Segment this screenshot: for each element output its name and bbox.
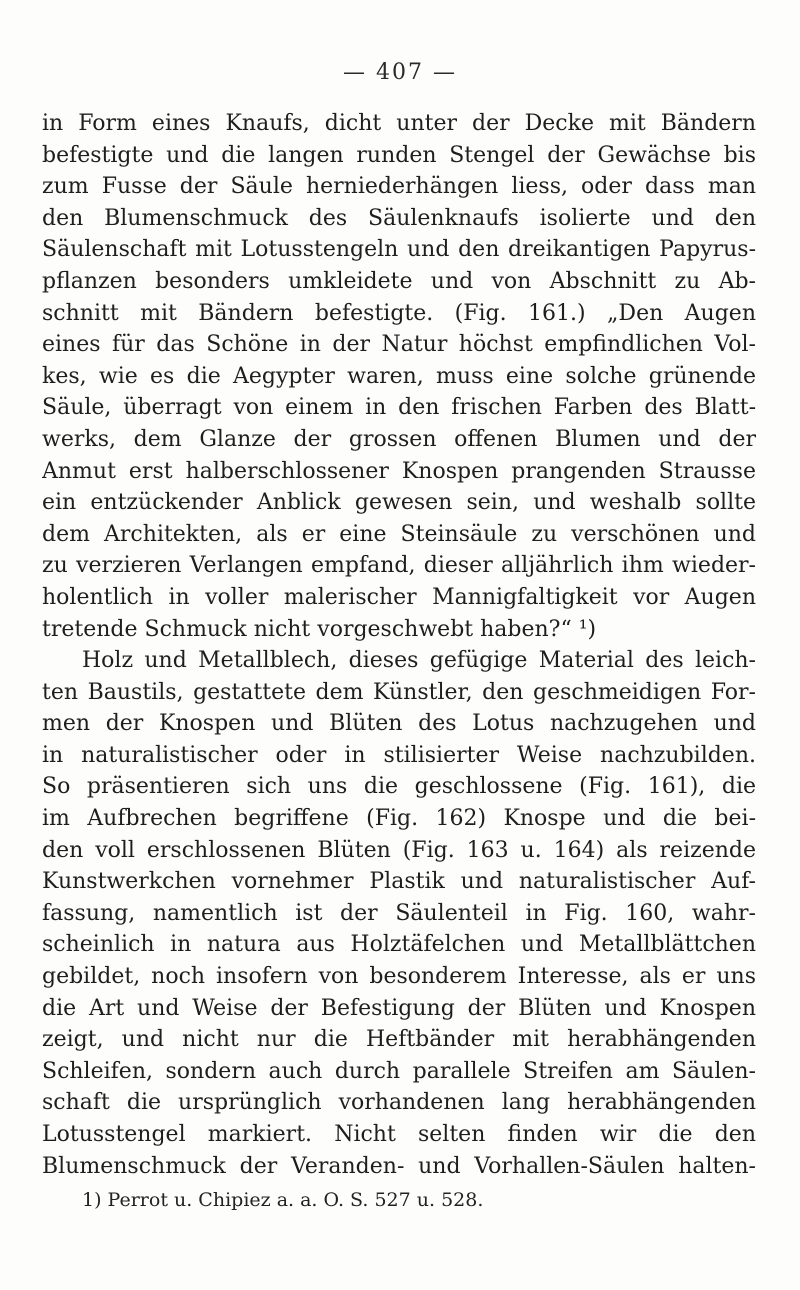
text-line: den voll erschlossenen Blüten (Fig. 163 u. 164) als reizende: [42, 837, 756, 863]
text-line: die Art und Weise der Befestigung der Blüten und Knospen: [42, 995, 756, 1021]
text-line: zu verzieren Verlangen empfand, dieser alljährlich ihm wieder-: [42, 553, 756, 579]
text-line: holentlich in voller malerischer Mannigfaltigkeit vor Augen: [42, 584, 756, 610]
text-line: pflanzen besonders umkleidete und von Abschnitt zu Ab-: [42, 268, 756, 294]
text-line: Blumenschmuck der Veranden- und Vorhallen-Säulen halten-: [42, 1153, 756, 1179]
text-line: men der Knospen und Blüten des Lotus nachzugehen und: [42, 711, 756, 737]
text-line: in naturalistischer oder in stilisierter Weise nachzubilden.: [42, 742, 756, 768]
text-line: scheinlich in natura aus Holztäfelchen und Metallblättchen: [42, 932, 756, 958]
text-line: Kunstwerkchen vornehmer Plastik und naturalistischer Auf-: [42, 869, 756, 895]
text-line: Säule, überragt von einem in den frischen Farben des Blatt-: [42, 395, 756, 421]
text-line: eines für das Schöne in der Natur höchst empfindlichen Vol-: [42, 332, 756, 358]
text-line: ten Baustils, gestattete dem Künstler, den geschmeidigen For-: [42, 679, 756, 705]
text-line: zum Fusse der Säule herniederhängen liess, oder dass man: [42, 174, 756, 200]
text-line: kes, wie es die Aegypter waren, muss eine solche grünende: [42, 363, 756, 389]
text-line: dem Architekten, als er eine Steinsäule zu verschönen und: [42, 521, 756, 547]
text-line: Lotusstengel markiert. Nicht selten finden wir die den: [42, 1122, 756, 1147]
text-line: schaft die ursprünglich vorhandenen lang herabhängenden: [42, 1090, 756, 1116]
body-text: [42, 108, 756, 1182]
text-line: schnitt mit Bändern befestigte. (Fig. 161.) „Den Augen: [42, 300, 756, 326]
text-line: fassung, namentlich ist der Säulenteil in Fig. 160, wahr-: [42, 900, 756, 926]
text-line: im Aufbrechen begriffene (Fig. 162) Knospe und die bei-: [42, 806, 756, 832]
text-line: den Blumenschmuck des Säulenknaufs isolierte und den: [42, 205, 756, 231]
text-line: Anmut erst halberschlossener Knospen prangenden Strausse: [42, 458, 756, 484]
text-line: in Form eines Knaufs, dicht unter der Decke mit Bändern: [42, 111, 756, 136]
text-line: werks, dem Glanze der grossen offenen Blumen und der: [42, 426, 756, 452]
page-number: — 407 —: [343, 60, 457, 85]
text-line: zeigt, und nicht nur die Heftbänder mit herabhängenden: [42, 1027, 756, 1053]
text-line: So präsentieren sich uns die geschlossene (Fig. 161), die: [42, 774, 756, 800]
text-line: ein entzückender Anblick gewesen sein, und weshalb sollte: [42, 490, 756, 516]
text-line: gebildet, noch insofern von besonderem Interesse, als er uns: [42, 964, 756, 990]
text-line: Schleifen, sondern auch durch parallele Streifen am Säulen-: [42, 1058, 756, 1084]
text-line: tretende Schmuck nicht vorgeschwebt haben?“ ¹): [42, 616, 597, 642]
text-line: befestigte und die langen runden Stengel der Gewächse bis: [42, 142, 756, 168]
text-line: Holz und Metallblech, dieses gefügige Material des leich-: [82, 648, 756, 674]
footnote: 1) Perrot u. Chipiez a. a. O. S. 527 u. 528.: [82, 1189, 484, 1211]
text-line: Säulenschaft mit Lotusstengeln und den dreikantigen Papyrus-: [42, 237, 756, 263]
